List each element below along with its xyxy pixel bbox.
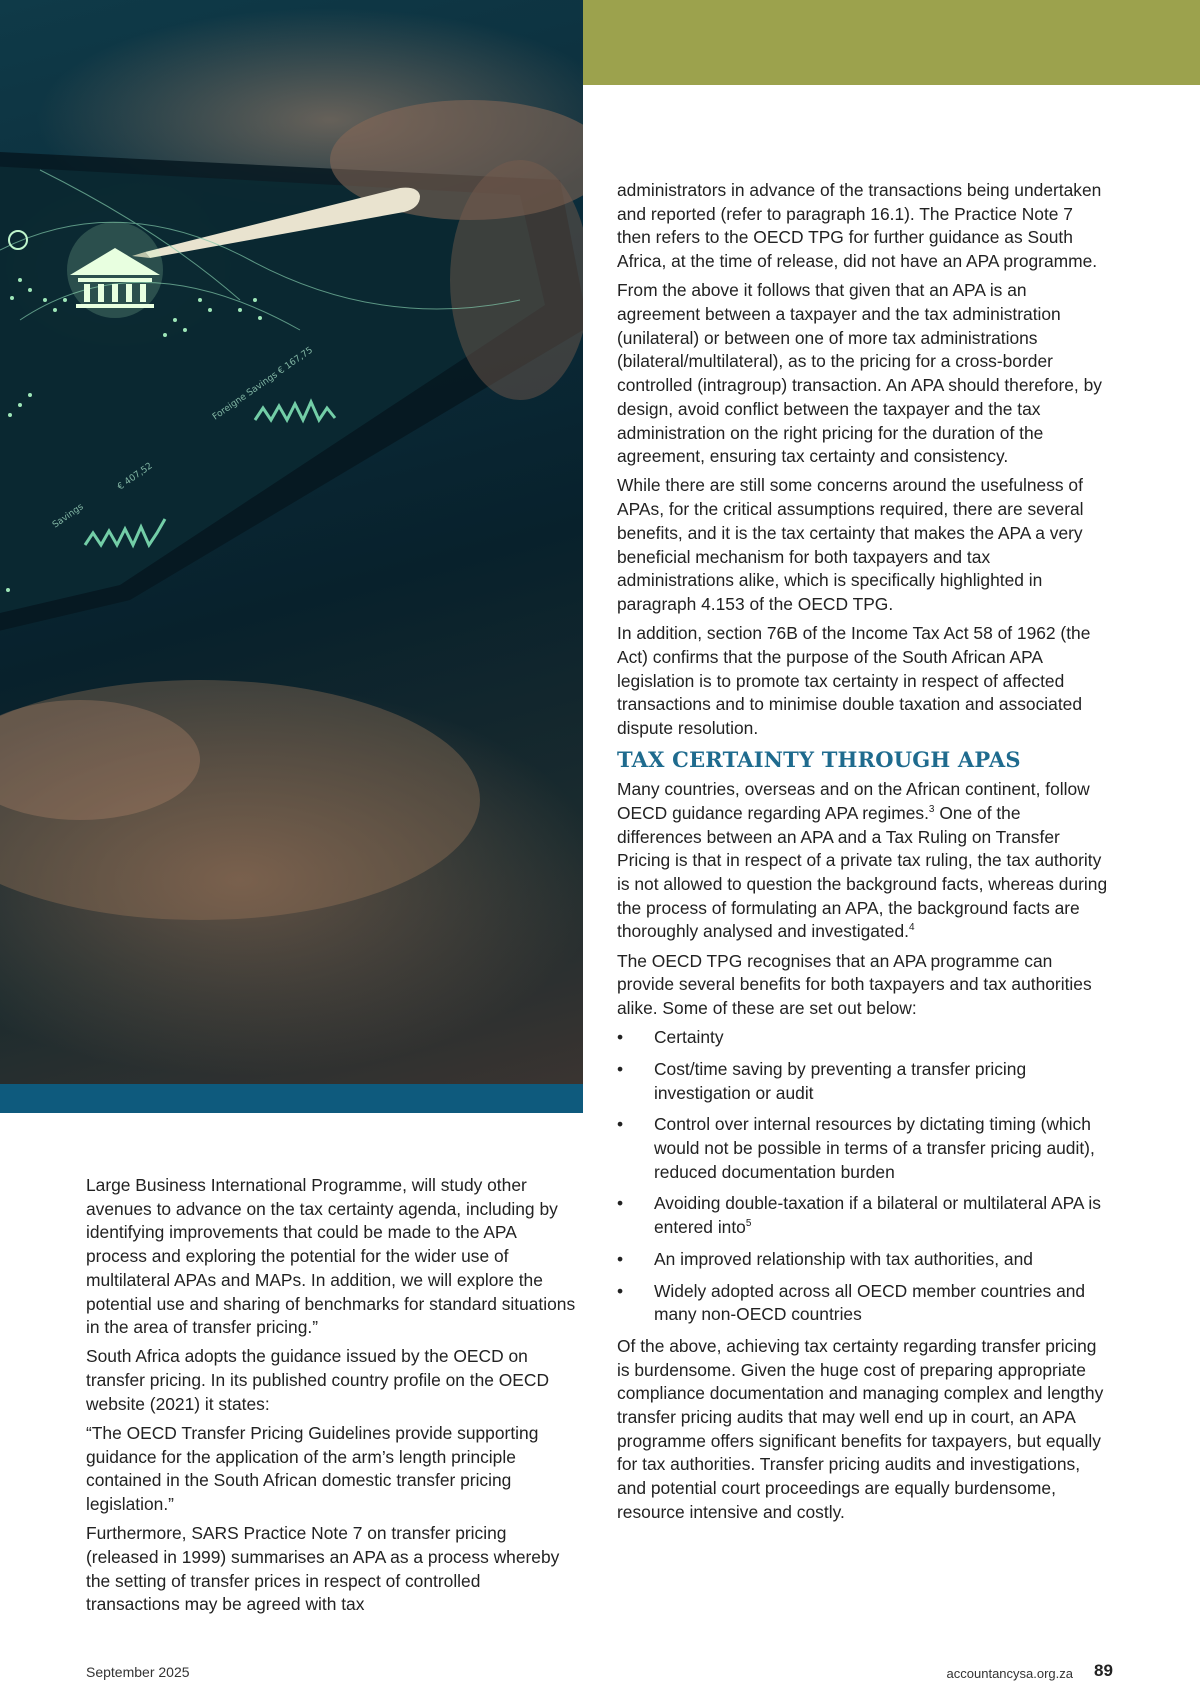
bullet-icon: • <box>617 1280 624 1301</box>
header-accent-bar <box>583 0 1200 85</box>
paragraph: South Africa adopts the guidance issued by the OECD on transfer pricing. In its published country profile on the OECD website (2021) it states: <box>86 1346 550 1414</box>
list-item-text: Cost/time saving by preventing a transfer pricing investigation or audit <box>654 1058 1027 1103</box>
paragraph: Of the above, achieving tax certainty regarding transfer pricing is burdensome. Given the huge cost of preparing appropriate compliance documentation and managing complex and lengthy transfer pricing audits that may well end up in court, an APA programme offers significant benefits for taxpayers, but equally for tax authorities. Transfer pricing audits and investigations, and potential court proceedings are equally burdensome, resource intensive and costly. <box>617 1335 1104 1522</box>
list-item <box>617 1192 1110 1239</box>
screen-label-c: Savings <box>50 502 86 531</box>
footer-website-link[interactable]: accountancysa.org.za <box>946 1666 1073 1681</box>
paragraph: From the above it follows that given that an APA is an agreement between a taxpayer and the tax administration (unilateral) or between one of more tax administrations (bilateral/multilateral), as to the pricing for a cross-border controlled (intragroup) transaction. An APA should therefore, by design, avoid conflict between the taxpayer and the tax administration on the right pricing for the duration of the agreement, ensuring tax certainty and consistency. <box>617 280 1102 467</box>
list-item-text: Avoiding double-taxation if a bilateral or multilateral APA is entered into <box>654 1193 1101 1238</box>
footnote-ref: 5 <box>745 1218 752 1230</box>
paragraph: Furthermore, SARS Practice Note 7 on transfer pricing (released in 1999) summarises an APA as a process whereby the setting of transfer prices in respect of controlled transactions may be agreed with tax <box>86 1523 560 1615</box>
list-item-text: Certainty <box>654 1027 724 1048</box>
quote-paragraph: “The OECD Transfer Pricing Guidelines provide supporting guidance for the application of the arm’s length principle contained in the South African domestic transfer pricing legislation.” <box>86 1423 539 1515</box>
list-item <box>617 1280 1110 1327</box>
page-number: 89 <box>1094 1661 1113 1680</box>
bullet-icon: • <box>617 1114 624 1135</box>
hero-photo <box>0 0 583 1084</box>
bullet-icon: • <box>617 1248 624 1269</box>
screen-label-a: Foreigne Savings € 167,75 <box>210 345 315 423</box>
list-item <box>617 1248 1110 1272</box>
list-item-text: An improved relationship with tax authorities, and <box>654 1248 1033 1269</box>
list-item <box>617 1026 1110 1050</box>
footnote-ref: 4 <box>908 922 915 934</box>
bullet-icon: • <box>617 1058 624 1079</box>
screen-label-b: € 407,52 <box>115 461 155 493</box>
footer-date: September 2025 <box>86 1664 190 1680</box>
footnote-ref: 3 <box>928 804 935 816</box>
list-item-text: Control over internal resources by dictating timing (which would not be possible in terms of a transfer pricing audit), reduced documentation burden <box>654 1114 1095 1182</box>
paragraph: While there are still some concerns around the usefulness of APAs, for the critical assumptions required, there are several benefits, and it is the tax certainty that makes the APA a very beneficial mechanism for both taxpayers and tax administrations alike, which is specifically highlighted in paragraph 4.153 of the OECD TPG. <box>617 475 1084 614</box>
paragraph: The OECD TPG recognises that an APA programme can provide several benefits for both taxpayers and tax authorities alike. Some of these are set out below: <box>617 950 1092 1018</box>
bullet-icon: • <box>617 1193 624 1214</box>
paragraph: In addition, section 76B of the Income Tax Act 58 of 1962 (the Act) confirms that the purpose of the South African APA legislation is to promote tax certainty in respect of affected transactions and to minimise double taxation and associated dispute resolution. <box>617 623 1091 738</box>
photo-accent-strip <box>0 1084 583 1113</box>
list-item <box>617 1058 1110 1105</box>
section-heading: TAX CERTAINTY THROUGH APAS <box>617 747 1021 773</box>
paragraph: Large Business International Programme, will study other avenues to advance on the tax certainty agenda, including by identifying improvements that could be made to the APA process and exploring the potential for the wider use of multilateral APAs and MAPs. In addition, we will explore the potential use and sharing of benchmarks for standard situations in the area of transfer pricing.” <box>86 1175 576 1338</box>
bullet-icon: • <box>617 1027 624 1048</box>
list-item <box>617 1113 1110 1184</box>
paragraph-text: One of the differences between an APA and a Tax Ruling on Transfer Pricing is that in respect of a private tax ruling, the tax authority is not allowed to question the background facts, whereas during the process of formulating an APA, the background facts are thoroughly analysed and investigated. <box>617 802 1108 942</box>
right-column <box>617 179 1110 1530</box>
left-column <box>86 1174 576 1623</box>
paragraph <box>617 778 1110 944</box>
paragraph-text: Many countries, overseas and on the African continent, follow OECD guidance regarding APA regimes. <box>617 779 1090 823</box>
list-item-text: Widely adopted across all OECD member countries and many non-OECD countries <box>654 1280 1086 1325</box>
paragraph: administrators in advance of the transactions being undertaken and reported (refer to paragraph 16.1). The Practice Note 7 then refers to the OECD TPG for further guidance as South Africa, at the time of release, did not have an APA programme. <box>617 180 1102 272</box>
benefits-list <box>617 1026 1110 1327</box>
